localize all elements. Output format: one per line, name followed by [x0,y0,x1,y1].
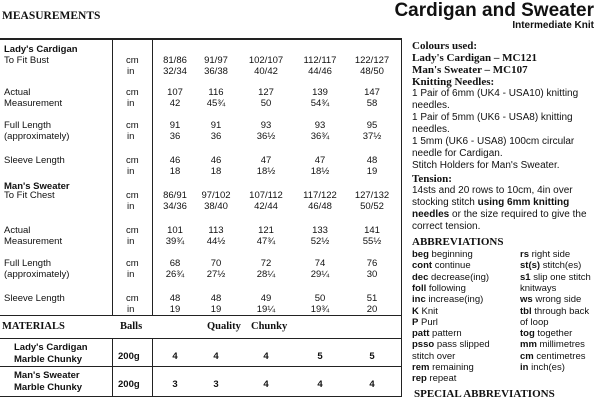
unit-cm: cm [126,190,139,201]
material-name: Man's Sweater [14,370,80,381]
cell-in: 37½ [362,131,382,142]
cell-cm: 68 [169,258,181,269]
cell-in: 18 [210,166,222,177]
cell-in: 32/34 [163,66,187,77]
ball-count: 4 [213,351,219,362]
tension-text: or the size required to give the [449,209,587,220]
cell-cm: 127/132 [354,190,390,201]
needle-line: needle for Cardigan. [412,148,503,159]
abbreviation-meaning: millimetres [536,339,585,351]
section-heading: Man's Sweater [4,181,70,192]
abbreviation-meaning: repeat [426,373,457,385]
cell-in: 54¾ [310,98,330,109]
abbreviation-item [520,362,565,373]
cell-cm: 91 [169,120,181,131]
row-label: (approximately) [4,131,70,142]
cell-in: 58 [366,98,378,109]
table-divider [0,315,402,316]
cell-in: 34/36 [163,201,187,212]
tension-text: stocking stitch [412,197,478,208]
cell-in: 42/44 [254,201,278,212]
abbreviation-meaning: stitch(es) [540,260,582,272]
abbreviation-item [412,373,456,384]
quality-label: Quality [207,321,241,332]
abbreviation-meaning: remaining [429,362,474,373]
abbreviation-item [412,249,473,260]
cell-cm: 70 [210,258,222,269]
cell-cm: 133 [312,225,328,236]
cell-cm: 50 [314,293,326,304]
cell-in: 50/52 [360,201,384,212]
row-label: Measurement [4,98,63,109]
abbreviation-meaning: increase(ing) [425,294,484,306]
cell-cm: 116 [208,87,224,98]
cell-in: 52½ [310,236,330,247]
abbreviation-item [412,339,490,350]
abbreviation-key: foll [412,282,427,294]
row-label: To Fit Bust [4,55,49,66]
material-name: Lady's Cardigan [14,342,88,353]
abbreviation-item [412,294,483,305]
row-label: Sleeve Length [4,293,65,304]
unit-in: in [127,269,135,280]
ball-weight: 200g [118,379,140,390]
cell-in: 30 [366,269,378,280]
pattern-subtitle: Intermediate Knit [512,20,594,31]
abbreviation-key: dec [412,271,429,283]
cell-cm: 95 [366,120,378,131]
abbreviation-meaning: decrease(ing) [428,271,490,283]
cell-in: 39¾ [165,236,185,247]
abbreviation-item [520,306,589,317]
unit-cm: cm [126,87,139,98]
needle-line: 1 Pair of 5mm (UK6 - USA8) knitting [412,112,573,123]
cell-cm: 147 [364,87,380,98]
cell-in: 44½ [206,236,226,247]
cell-cm: 47 [260,155,272,166]
abbreviation-meaning: wrong side [532,294,582,306]
abbreviation-item [520,249,570,260]
unit-cm: cm [126,155,139,166]
colours-section [412,40,598,233]
needles-heading: Knitting Needles: [412,76,495,88]
abbreviation-meaning: continue [432,260,471,272]
cell-in: 48/50 [360,66,384,77]
table-bottom-border [0,396,402,397]
abbreviation-item [520,272,591,283]
abbreviation-meaning: right side [528,249,571,260]
cell-cm: 47 [314,155,326,166]
section-heading: Lady's Cardigan [4,44,78,55]
abbreviation-key: ws [520,294,533,306]
cell-in: 36½ [256,131,276,142]
abbreviation-meaning: pass slipped [434,339,490,351]
abbreviation-item [412,306,438,317]
abbreviation-key: rep [412,373,427,385]
ball-count: 4 [263,379,269,390]
tension-heading: Tension: [412,173,452,185]
row-label: Actual [4,225,31,236]
needle-line: needles. [412,100,450,111]
abbreviation-item [520,317,549,328]
cell-cm: 139 [312,87,328,98]
cell-in: 38/40 [204,201,228,212]
cell-cm: 74 [314,258,326,269]
abbreviation-item [520,283,556,294]
abbreviation-key: cont [412,260,433,272]
cell-cm: 72 [260,258,272,269]
row-label: Full Length [4,120,52,131]
abbreviation-item [412,272,489,283]
tension-needles-word: needles [412,209,450,220]
cell-in: 36 [169,131,181,142]
cell-cm: 76 [366,258,378,269]
abbreviation-meaning: slip one stitch [530,271,591,283]
cell-cm: 51 [366,293,378,304]
cell-cm: 121 [258,225,274,236]
column-line [112,38,113,315]
abbreviation-meaning: together [534,328,573,340]
abbreviation-key: K [412,305,419,317]
abbreviation-key: P [412,316,419,328]
cell-cm: 46 [169,155,181,166]
cell-in: 28¼ [256,269,276,280]
cell-in: 46/48 [308,201,332,212]
unit-cm: cm [126,55,139,66]
cell-in: 18 [169,166,181,177]
abbreviation-item [520,351,585,362]
abbreviation-key: s1 [520,271,531,283]
ball-weight: 200g [118,351,140,362]
ball-count: 4 [317,379,323,390]
abbreviation-item [520,294,581,305]
cell-cm: 107/112 [249,190,283,201]
cell-in: 19 [366,166,378,177]
colour-line: Lady's Cardigan – MC121 [412,52,537,64]
cell-in: 55½ [362,236,382,247]
ball-count: 4 [369,379,375,390]
abbreviation-key: mm [520,339,537,351]
ball-count: 5 [369,351,375,362]
abbreviation-key: tog [520,328,535,340]
cell-cm: 49 [260,293,272,304]
abbreviation-key: in [520,362,529,373]
cell-cm: 141 [364,225,380,236]
abbreviation-key: cm [520,350,534,362]
row-label: Actual [4,87,31,98]
cell-in: 19 [169,304,181,315]
cell-cm: 113 [208,225,224,236]
abbreviation-item [520,339,585,350]
ball-count: 3 [172,379,178,390]
abbreviation-meaning: Knit [418,305,438,317]
abbreviation-key: inc [412,294,426,306]
abbreviation-item [412,283,466,294]
abbreviation-key: patt [412,328,430,340]
material-name: Marble Chunky [14,382,83,393]
cell-cm: 101 [167,225,183,236]
abbreviation-key: rs [520,249,529,260]
needle-line: needles. [412,124,450,135]
cell-cm: 102/107 [248,55,284,66]
colour-line: Man's Sweater – MC107 [412,64,528,76]
abbreviation-key: tbl [520,305,532,317]
cell-cm: 97/102 [201,190,231,201]
cell-in: 36 [210,131,222,142]
cell-cm: 91 [210,120,222,131]
unit-cm: cm [126,225,139,236]
needle-line: 1 Pair of 6mm (UK4 - USA10) knitting [412,88,579,99]
pattern-title: Cardigan and Sweater [394,0,594,21]
abbreviation-key: st(s) [520,260,541,272]
cell-cm: 127 [258,87,274,98]
unit-in: in [127,98,135,109]
cell-in: 47¾ [256,236,276,247]
row-label: To Fit Chest [4,190,55,201]
tension-line [412,197,598,209]
unit-cm: cm [126,293,139,304]
abbreviation-item [412,328,462,339]
abbreviations-heading: ABBREVIATIONS [412,236,504,248]
cell-cm: 122/127 [354,55,390,66]
abbreviation-meaning: stitch over [412,350,456,362]
unit-in: in [127,131,135,142]
needle-line: Stitch Holders for Man's Sweater. [412,160,560,171]
abbreviation-meaning: Purl [418,316,438,328]
balls-label: Balls [120,321,143,332]
abbreviation-item [412,260,471,271]
cell-in: 50 [260,98,272,109]
cell-in: 40/42 [254,66,278,77]
cell-cm: 48 [210,293,222,304]
row-label: Sleeve Length [4,155,65,166]
cell-in: 36¾ [310,131,330,142]
cell-cm: 112/117 [303,55,337,66]
unit-in: in [127,166,135,177]
colours-heading: Colours used: [412,40,478,52]
cell-in: 18½ [310,166,330,177]
cell-in: 44/46 [308,66,332,77]
row-label: (approximately) [4,269,70,280]
cell-in: 29¼ [310,269,330,280]
abbreviation-meaning: pattern [429,328,462,340]
cell-cm: 107 [167,87,183,98]
abbreviation-meaning: of loop [520,316,549,328]
ball-count: 4 [172,351,178,362]
cell-cm: 46 [210,155,222,166]
abbreviation-key: psso [412,339,435,351]
ball-count: 4 [263,351,269,362]
cell-cm: 93 [314,120,326,131]
special-abbreviations-heading: SPECIAL ABBREVIATIONS [414,388,555,400]
cell-in: 36/38 [204,66,228,77]
tension-line: correct tension. [412,221,481,232]
cell-in: 26¾ [165,269,185,280]
unit-in: in [127,66,135,77]
cell-cm: 93 [260,120,272,131]
cell-cm: 48 [169,293,181,304]
table-divider [0,366,402,367]
cell-in: 19 [210,304,222,315]
tension-needle-size: using 6mm knitting [477,197,570,208]
cell-in: 19¾ [310,304,330,315]
cell-cm: 81/86 [163,55,187,66]
cell-cm: 86/91 [163,190,187,201]
abbreviation-key: beg [412,249,429,260]
unit-in: in [127,236,135,247]
abbreviation-meaning: centimetres [533,350,586,362]
abbreviation-item [412,351,455,362]
table-divider [0,338,402,339]
abbreviation-meaning: through back [531,305,590,317]
row-label: Full Length [4,258,52,269]
abbreviation-meaning: knitways [520,282,557,294]
column-line [112,338,113,396]
cell-in: 27½ [206,269,226,280]
material-name: Marble Chunky [14,354,83,365]
abbreviation-meaning: beginning [428,249,473,260]
cell-cm: 91/97 [204,55,228,66]
cell-cm: 117/122 [303,190,337,201]
measurements-heading: MEASUREMENTS [2,10,101,22]
materials-heading: MATERIALS [2,321,65,332]
abbreviation-meaning: following [426,282,466,294]
abbreviation-item [412,317,438,328]
cell-in: 20 [366,304,378,315]
table-top-border [0,38,402,40]
unit-cm: cm [126,120,139,131]
abbreviation-item [412,362,474,373]
ball-count: 3 [213,379,219,390]
tension-line: 14sts and 20 rows to 10cm, 4in over [412,185,573,196]
needle-line: 1 5mm (UK6 - USA8) 100cm circular [412,136,575,147]
abbreviation-key: rem [412,362,430,373]
unit-in: in [127,304,135,315]
ball-count: 5 [317,351,323,362]
abbreviation-item [520,328,572,339]
cell-in: 18½ [256,166,276,177]
row-label: Measurement [4,236,63,247]
abbreviation-meaning: inch(es) [528,362,565,373]
tension-line [412,209,598,221]
cell-in: 42 [169,98,181,109]
cell-in: 19¼ [256,304,276,315]
unit-cm: cm [126,258,139,269]
cell-in: 45¾ [206,98,226,109]
unit-in: in [127,201,135,212]
cell-cm: 48 [366,155,378,166]
abbreviation-item [520,260,581,271]
quality-value: Chunky [251,321,288,332]
